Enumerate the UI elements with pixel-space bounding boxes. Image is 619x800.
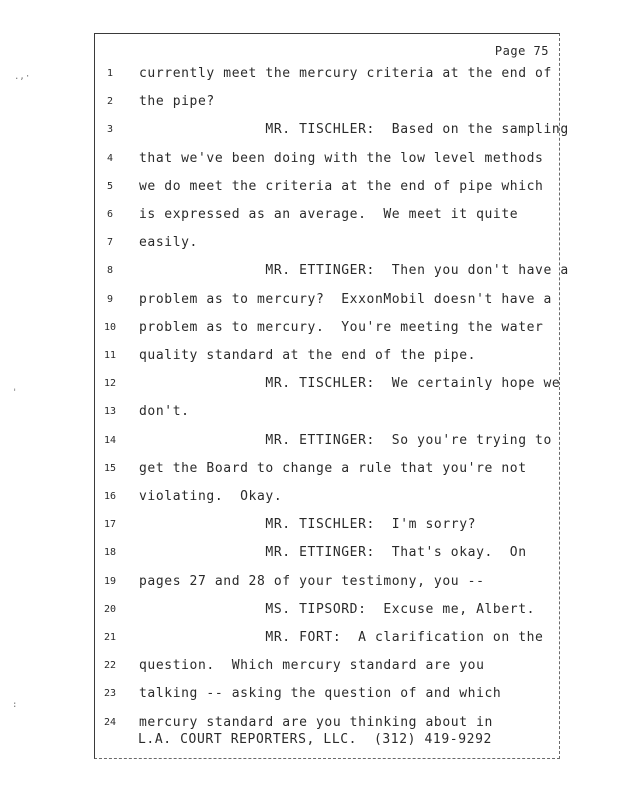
- line-number: 4: [106, 152, 114, 164]
- line-text: problem as to mercury. You're meeting the water: [139, 319, 544, 335]
- line-text: MS. TIPSORD: Excuse me, Albert.: [139, 601, 536, 617]
- line-number: 10: [103, 321, 117, 333]
- transcript-line: [0, 461, 619, 481]
- transcript-line: [0, 207, 619, 227]
- line-number: 5: [106, 180, 114, 192]
- transcript-line: [0, 545, 619, 565]
- line-number: 21: [103, 632, 117, 643]
- transcript-line: [0, 151, 619, 171]
- line-number: 2: [106, 96, 114, 108]
- line-text: talking -- asking the question of and which: [139, 686, 502, 702]
- line-text: the pipe?: [139, 94, 215, 110]
- line-text: currently meet the mercury criteria at the end of: [139, 66, 552, 81]
- transcript-line: [0, 404, 619, 424]
- line-number: 14: [103, 434, 117, 446]
- line-text: that we've been doing with the low level methods: [139, 150, 544, 166]
- transcript-line: [0, 320, 619, 340]
- transcript-line: [0, 658, 619, 678]
- transcript-line: [0, 179, 619, 199]
- line-number: 12: [103, 378, 117, 390]
- line-text: MR. TISCHLER: We certainly hope we: [139, 376, 561, 392]
- line-text: quality standard at the end of the pipe.: [139, 348, 477, 363]
- line-text: we do meet the criteria at the end of pipe which: [139, 178, 544, 194]
- line-number: 18: [103, 547, 117, 559]
- line-text: MR. ETTINGER: So you're trying to: [139, 432, 552, 448]
- line-number: 16: [103, 491, 117, 502]
- line-text: MR. FORT: A clarification on the: [139, 630, 544, 645]
- line-number: 17: [103, 519, 117, 531]
- line-text: is expressed as an average. We meet it quite: [139, 207, 519, 222]
- line-number: 13: [103, 406, 117, 418]
- transcript-line: [0, 292, 619, 312]
- line-number: 24: [103, 716, 117, 728]
- line-number: 23: [103, 688, 117, 700]
- transcript-line: [0, 66, 619, 86]
- transcript-line: [0, 376, 619, 396]
- line-text: easily.: [139, 235, 198, 251]
- line-text: MR. ETTINGER: Then you don't have a: [139, 263, 569, 279]
- transcript-line: [0, 686, 619, 706]
- margin-mark: .,·: [14, 72, 31, 82]
- transcript-line: [0, 235, 619, 255]
- transcript-line: [0, 630, 619, 650]
- line-text: pages 27 and 28 of your testimony, you --: [139, 573, 485, 589]
- line-text: violating. Okay.: [139, 489, 283, 504]
- transcript-line: [0, 94, 619, 114]
- line-text: problem as to mercury? ExxonMobil doesn't have a: [139, 291, 552, 307]
- line-number: 15: [103, 462, 117, 474]
- transcript-line: [0, 433, 619, 453]
- line-number: 20: [103, 603, 117, 615]
- margin-mark: :: [12, 700, 18, 710]
- transcript-line: [0, 263, 619, 283]
- line-text: MR. ETTINGER: That's okay. On: [139, 545, 527, 561]
- transcript-line: [0, 122, 619, 142]
- line-text: don't.: [139, 404, 190, 420]
- line-text: MR. TISCHLER: Based on the sampling: [139, 122, 569, 138]
- transcript-line: [0, 574, 619, 594]
- transcript-line: [0, 348, 619, 368]
- line-number: 11: [103, 350, 117, 361]
- line-number: 8: [106, 265, 114, 277]
- line-number: 3: [106, 124, 114, 136]
- transcript-line: [0, 602, 619, 622]
- transcript-line: [0, 517, 619, 537]
- line-text: MR. TISCHLER: I'm sorry?: [139, 517, 477, 533]
- line-number: 19: [103, 575, 117, 587]
- margin-mark: ': [12, 388, 18, 398]
- line-number: 1: [106, 68, 114, 79]
- page-number: Page 75: [494, 44, 549, 58]
- court-reporter-footer: L.A. COURT REPORTERS, LLC. (312) 419-9292: [138, 732, 492, 747]
- transcript-line: [0, 489, 619, 509]
- line-number: 7: [106, 237, 114, 249]
- line-text: question. Which mercury standard are you: [139, 658, 485, 674]
- line-text: mercury standard are you thinking about in: [139, 714, 493, 730]
- line-number: 9: [106, 293, 114, 305]
- line-text: get the Board to change a rule that you're not: [139, 460, 527, 476]
- line-number: 22: [103, 660, 117, 672]
- line-number: 6: [106, 209, 114, 220]
